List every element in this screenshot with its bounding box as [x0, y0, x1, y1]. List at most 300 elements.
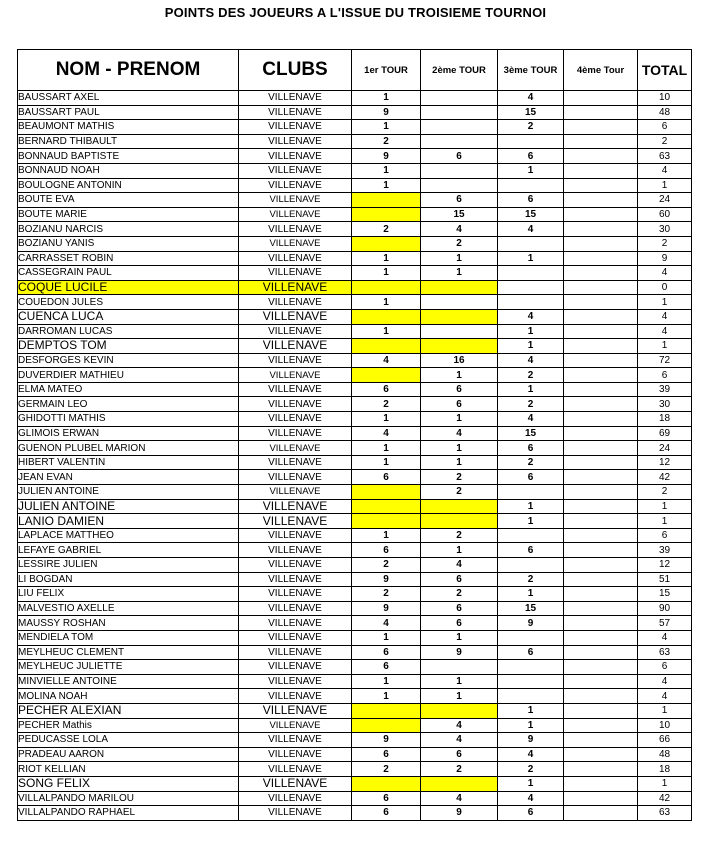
- total-points: 6: [638, 368, 692, 383]
- player-club: VILLENAVE: [239, 762, 352, 777]
- player-club: VILLENAVE: [239, 441, 352, 456]
- player-club: VILLENAVE: [239, 514, 352, 529]
- player-name: BEAUMONT MATHIS: [18, 120, 239, 135]
- table-row: [18, 485, 692, 500]
- table-row: [18, 222, 692, 237]
- tour-3-points: [498, 178, 564, 193]
- tour-1-points: 6: [352, 791, 421, 806]
- player-club: VILLENAVE: [239, 134, 352, 149]
- tour-1-points: 1: [352, 324, 421, 339]
- tour-1-points: 6: [352, 543, 421, 558]
- player-name: CASSEGRAIN PAUL: [18, 266, 239, 281]
- tour-4-points: [564, 616, 638, 631]
- tour-1-points: 2: [352, 134, 421, 149]
- player-club: VILLENAVE: [239, 251, 352, 266]
- player-club: VILLENAVE: [239, 105, 352, 120]
- player-club: VILLENAVE: [239, 616, 352, 631]
- player-name: BOULOGNE ANTONIN: [18, 178, 239, 193]
- tour-1-points: 2: [352, 222, 421, 237]
- tour-3-points: [498, 674, 564, 689]
- tour-4-points: [564, 134, 638, 149]
- table-row: [18, 178, 692, 193]
- tour-2-points: 1: [421, 266, 498, 281]
- total-points: 18: [638, 412, 692, 427]
- tour-3-points: 1: [498, 163, 564, 178]
- tour-3-points: [498, 134, 564, 149]
- header-name: NOM - PRENOM: [18, 50, 239, 91]
- tour-4-points: [564, 806, 638, 821]
- total-points: 12: [638, 455, 692, 470]
- tour-3-points: 9: [498, 733, 564, 748]
- page-title: POINTS DES JOUEURS A L'ISSUE DU TROISIEME TOURNOI: [164, 5, 547, 20]
- player-name: LAPLACE MATTHEO: [18, 528, 239, 543]
- tour-4-points: [564, 791, 638, 806]
- player-club: VILLENAVE: [239, 543, 352, 558]
- tour-2-points: 1: [421, 674, 498, 689]
- total-points: 1: [638, 499, 692, 514]
- player-club: VILLENAVE: [239, 572, 352, 587]
- tour-4-points: [564, 280, 638, 295]
- table-row: [18, 674, 692, 689]
- tour-3-points: [498, 485, 564, 500]
- total-points: 9: [638, 251, 692, 266]
- tour-1-points: 2: [352, 558, 421, 573]
- tour-1-points: 1: [352, 441, 421, 456]
- player-name: DEMPTOS TOM: [18, 339, 239, 354]
- tour-2-points: 2: [421, 470, 498, 485]
- tour-4-points: [564, 645, 638, 660]
- player-name: LEFAYE GABRIEL: [18, 543, 239, 558]
- tour-3-points: 2: [498, 397, 564, 412]
- table-row: [18, 105, 692, 120]
- player-club: VILLENAVE: [239, 295, 352, 310]
- tour-3-points: 6: [498, 543, 564, 558]
- tour-4-points: [564, 470, 638, 485]
- tour-3-points: 4: [498, 353, 564, 368]
- tour-2-points: 4: [421, 558, 498, 573]
- total-points: 4: [638, 630, 692, 645]
- tour-4-points: [564, 91, 638, 106]
- tour-4-points: [564, 178, 638, 193]
- tour-2-points: 4: [421, 791, 498, 806]
- total-points: 10: [638, 91, 692, 106]
- tour-4-points: [564, 718, 638, 733]
- total-points: 6: [638, 120, 692, 135]
- player-club: VILLENAVE: [239, 587, 352, 602]
- tour-2-points: 1: [421, 455, 498, 470]
- player-club: VILLENAVE: [239, 674, 352, 689]
- player-name: BOUTE MARIE: [18, 207, 239, 222]
- tour-1-points: 9: [352, 105, 421, 120]
- tour-4-points: [564, 295, 638, 310]
- tour-4-points: [564, 368, 638, 383]
- tour-2-points: 1: [421, 441, 498, 456]
- tour-4-points: [564, 455, 638, 470]
- table-row: [18, 382, 692, 397]
- total-points: 2: [638, 134, 692, 149]
- tour-3-points: [498, 280, 564, 295]
- tour-1-points: [352, 703, 421, 718]
- tour-4-points: [564, 485, 638, 500]
- player-name: PRADEAU AARON: [18, 747, 239, 762]
- table-row: [18, 309, 692, 324]
- tour-4-points: [564, 776, 638, 791]
- player-name: HIBERT VALENTIN: [18, 455, 239, 470]
- tour-3-points: 1: [498, 514, 564, 529]
- player-name: GUENON PLUBEL MARION: [18, 441, 239, 456]
- table-row: [18, 280, 692, 295]
- table-row: [18, 747, 692, 762]
- table-row: [18, 630, 692, 645]
- player-club: VILLENAVE: [239, 339, 352, 354]
- tour-4-points: [564, 441, 638, 456]
- tour-2-points: 2: [421, 587, 498, 602]
- header-tour-1: 1er TOUR: [352, 50, 421, 91]
- player-club: VILLENAVE: [239, 426, 352, 441]
- total-points: 18: [638, 762, 692, 777]
- player-club: VILLENAVE: [239, 630, 352, 645]
- tour-3-points: [498, 295, 564, 310]
- tour-1-points: 6: [352, 660, 421, 675]
- total-points: 0: [638, 280, 692, 295]
- total-points: 69: [638, 426, 692, 441]
- tour-3-points: 1: [498, 339, 564, 354]
- player-club: VILLENAVE: [239, 368, 352, 383]
- total-points: 4: [638, 266, 692, 281]
- tour-1-points: 1: [352, 120, 421, 135]
- player-club: VILLENAVE: [239, 266, 352, 281]
- tour-1-points: 6: [352, 645, 421, 660]
- tour-1-points: 9: [352, 733, 421, 748]
- table-row: [18, 499, 692, 514]
- player-name: JEAN EVAN: [18, 470, 239, 485]
- player-club: VILLENAVE: [239, 120, 352, 135]
- tour-2-points: [421, 295, 498, 310]
- table-row: [18, 791, 692, 806]
- tour-4-points: [564, 412, 638, 427]
- table-row: [18, 558, 692, 573]
- player-club: VILLENAVE: [239, 382, 352, 397]
- tour-1-points: [352, 309, 421, 324]
- tour-3-points: 6: [498, 470, 564, 485]
- player-name: JULIEN ANTOINE: [18, 499, 239, 514]
- tour-3-points: [498, 266, 564, 281]
- tour-2-points: 16: [421, 353, 498, 368]
- player-name: SONG FELIX: [18, 776, 239, 791]
- tour-3-points: 4: [498, 91, 564, 106]
- tour-3-points: 2: [498, 455, 564, 470]
- player-club: VILLENAVE: [239, 470, 352, 485]
- tour-3-points: 1: [498, 251, 564, 266]
- player-name: BOZIANU YANIS: [18, 236, 239, 251]
- table-row: [18, 193, 692, 208]
- tour-1-points: 1: [352, 266, 421, 281]
- tour-2-points: [421, 178, 498, 193]
- tour-4-points: [564, 339, 638, 354]
- tour-2-points: 1: [421, 689, 498, 704]
- tour-2-points: 15: [421, 207, 498, 222]
- tour-4-points: [564, 120, 638, 135]
- tour-1-points: [352, 339, 421, 354]
- player-club: VILLENAVE: [239, 455, 352, 470]
- tour-3-points: 1: [498, 499, 564, 514]
- player-club: VILLENAVE: [239, 397, 352, 412]
- total-points: 15: [638, 587, 692, 602]
- tour-4-points: [564, 236, 638, 251]
- table-row: [18, 134, 692, 149]
- tour-1-points: [352, 236, 421, 251]
- total-points: 39: [638, 543, 692, 558]
- tour-1-points: [352, 280, 421, 295]
- table-row: [18, 368, 692, 383]
- tour-4-points: [564, 572, 638, 587]
- tour-4-points: [564, 193, 638, 208]
- tour-3-points: 2: [498, 368, 564, 383]
- header-tour-4: 4ème Tour: [564, 50, 638, 91]
- table-row: [18, 587, 692, 602]
- tour-4-points: [564, 309, 638, 324]
- tour-2-points: [421, 105, 498, 120]
- total-points: 2: [638, 236, 692, 251]
- tour-2-points: [421, 280, 498, 295]
- table-row: [18, 601, 692, 616]
- player-name: LIU FELIX: [18, 587, 239, 602]
- table-row: [18, 353, 692, 368]
- tour-3-points: 1: [498, 587, 564, 602]
- table-row: [18, 441, 692, 456]
- player-club: VILLENAVE: [239, 806, 352, 821]
- player-name: GERMAIN LEO: [18, 397, 239, 412]
- tour-3-points: [498, 689, 564, 704]
- table-row: [18, 528, 692, 543]
- tour-4-points: [564, 382, 638, 397]
- player-club: VILLENAVE: [239, 412, 352, 427]
- player-club: VILLENAVE: [239, 601, 352, 616]
- tour-1-points: 2: [352, 397, 421, 412]
- tour-2-points: 9: [421, 806, 498, 821]
- total-points: 51: [638, 572, 692, 587]
- total-points: 4: [638, 689, 692, 704]
- tour-3-points: [498, 660, 564, 675]
- tour-1-points: [352, 499, 421, 514]
- header-tour-3: 3ème TOUR: [498, 50, 564, 91]
- table-row: [18, 149, 692, 164]
- tour-3-points: 6: [498, 149, 564, 164]
- tour-1-points: [352, 776, 421, 791]
- total-points: 10: [638, 718, 692, 733]
- total-points: 4: [638, 163, 692, 178]
- table-row: [18, 412, 692, 427]
- header-club: CLUBS: [239, 50, 352, 91]
- tour-4-points: [564, 105, 638, 120]
- tour-2-points: [421, 163, 498, 178]
- table-row: [18, 645, 692, 660]
- player-club: VILLENAVE: [239, 309, 352, 324]
- table-row: [18, 514, 692, 529]
- tour-1-points: 4: [352, 616, 421, 631]
- tour-1-points: 9: [352, 149, 421, 164]
- table-row: [18, 426, 692, 441]
- tour-3-points: 4: [498, 309, 564, 324]
- player-club: VILLENAVE: [239, 645, 352, 660]
- tour-3-points: 9: [498, 616, 564, 631]
- table-row: [18, 295, 692, 310]
- total-points: 30: [638, 397, 692, 412]
- total-points: 66: [638, 733, 692, 748]
- player-name: BONNAUD BAPTISTE: [18, 149, 239, 164]
- tour-1-points: 1: [352, 178, 421, 193]
- table-body: [18, 91, 692, 821]
- tour-4-points: [564, 324, 638, 339]
- total-points: 90: [638, 601, 692, 616]
- tour-1-points: 6: [352, 382, 421, 397]
- tour-4-points: [564, 207, 638, 222]
- scores-table: [17, 49, 692, 821]
- tour-3-points: 2: [498, 120, 564, 135]
- tour-4-points: [564, 558, 638, 573]
- tour-4-points: [564, 222, 638, 237]
- tour-3-points: [498, 558, 564, 573]
- tour-3-points: 4: [498, 412, 564, 427]
- table-row: [18, 324, 692, 339]
- player-club: VILLENAVE: [239, 747, 352, 762]
- tour-2-points: 1: [421, 368, 498, 383]
- player-club: VILLENAVE: [239, 236, 352, 251]
- player-club: VILLENAVE: [239, 193, 352, 208]
- tour-1-points: 1: [352, 412, 421, 427]
- tour-4-points: [564, 587, 638, 602]
- player-name: DUVERDIER MATHIEU: [18, 368, 239, 383]
- tour-4-points: [564, 266, 638, 281]
- tour-4-points: [564, 703, 638, 718]
- table-row: [18, 163, 692, 178]
- player-name: DESFORGES KEVIN: [18, 353, 239, 368]
- tour-4-points: [564, 353, 638, 368]
- tour-1-points: 1: [352, 295, 421, 310]
- player-name: MINVIELLE ANTOINE: [18, 674, 239, 689]
- table-row: [18, 703, 692, 718]
- tour-4-points: [564, 251, 638, 266]
- player-name: MALVESTIO AXELLE: [18, 601, 239, 616]
- total-points: 48: [638, 105, 692, 120]
- table-row: [18, 251, 692, 266]
- table-row: [18, 236, 692, 251]
- tour-1-points: [352, 207, 421, 222]
- tour-2-points: 6: [421, 397, 498, 412]
- total-points: 42: [638, 791, 692, 806]
- total-points: 42: [638, 470, 692, 485]
- player-name: VILLALPANDO MARILOU: [18, 791, 239, 806]
- player-club: VILLENAVE: [239, 733, 352, 748]
- tour-3-points: 6: [498, 441, 564, 456]
- total-points: 30: [638, 222, 692, 237]
- tour-3-points: 4: [498, 222, 564, 237]
- tour-2-points: 4: [421, 718, 498, 733]
- player-name: MEYLHEUC JULIETTE: [18, 660, 239, 675]
- player-name: LESSIRE JULIEN: [18, 558, 239, 573]
- tour-2-points: [421, 309, 498, 324]
- tour-3-points: 6: [498, 193, 564, 208]
- tour-3-points: 1: [498, 718, 564, 733]
- tour-3-points: 2: [498, 572, 564, 587]
- tour-1-points: 6: [352, 470, 421, 485]
- tour-2-points: 6: [421, 616, 498, 631]
- table-row: [18, 543, 692, 558]
- total-points: 6: [638, 528, 692, 543]
- tour-3-points: 1: [498, 703, 564, 718]
- tour-2-points: [421, 660, 498, 675]
- total-points: 4: [638, 309, 692, 324]
- total-points: 6: [638, 660, 692, 675]
- total-points: 39: [638, 382, 692, 397]
- total-points: 12: [638, 558, 692, 573]
- tour-1-points: 2: [352, 587, 421, 602]
- tour-2-points: [421, 120, 498, 135]
- header-total: TOTAL: [638, 50, 692, 91]
- tour-3-points: 2: [498, 762, 564, 777]
- total-points: 1: [638, 295, 692, 310]
- table-row: [18, 455, 692, 470]
- player-name: PECHER ALEXIAN: [18, 703, 239, 718]
- player-club: VILLENAVE: [239, 280, 352, 295]
- tour-1-points: 2: [352, 762, 421, 777]
- player-club: VILLENAVE: [239, 353, 352, 368]
- tour-2-points: 6: [421, 382, 498, 397]
- total-points: 48: [638, 747, 692, 762]
- tour-4-points: [564, 689, 638, 704]
- player-name: RIOT KELLIAN: [18, 762, 239, 777]
- tour-2-points: 1: [421, 543, 498, 558]
- player-name: GLIMOIS ERWAN: [18, 426, 239, 441]
- player-name: CARRASSET ROBIN: [18, 251, 239, 266]
- tour-4-points: [564, 149, 638, 164]
- player-club: VILLENAVE: [239, 163, 352, 178]
- header-row: [18, 50, 692, 91]
- player-name: CUENCA LUCA: [18, 309, 239, 324]
- tour-2-points: [421, 703, 498, 718]
- player-name: JULIEN ANTOINE: [18, 485, 239, 500]
- tour-3-points: 6: [498, 806, 564, 821]
- tour-4-points: [564, 630, 638, 645]
- tour-1-points: 1: [352, 528, 421, 543]
- player-club: VILLENAVE: [239, 324, 352, 339]
- player-name: COQUE LUCILE: [18, 280, 239, 295]
- tour-1-points: 1: [352, 455, 421, 470]
- tour-4-points: [564, 397, 638, 412]
- total-points: 4: [638, 324, 692, 339]
- tour-3-points: 4: [498, 747, 564, 762]
- total-points: 63: [638, 645, 692, 660]
- tour-3-points: 6: [498, 645, 564, 660]
- tour-2-points: [421, 514, 498, 529]
- tour-2-points: [421, 134, 498, 149]
- player-club: VILLENAVE: [239, 791, 352, 806]
- tour-2-points: 2: [421, 236, 498, 251]
- tour-2-points: 4: [421, 733, 498, 748]
- player-name: PECHER Mathis: [18, 718, 239, 733]
- table-row: [18, 762, 692, 777]
- tour-2-points: 2: [421, 485, 498, 500]
- tour-1-points: 1: [352, 163, 421, 178]
- player-name: MEYLHEUC CLEMENT: [18, 645, 239, 660]
- player-name: BAUSSART AXEL: [18, 91, 239, 106]
- tour-2-points: 6: [421, 193, 498, 208]
- tour-2-points: 2: [421, 762, 498, 777]
- tour-1-points: 1: [352, 689, 421, 704]
- tour-2-points: 6: [421, 149, 498, 164]
- total-points: 24: [638, 193, 692, 208]
- player-name: BONNAUD NOAH: [18, 163, 239, 178]
